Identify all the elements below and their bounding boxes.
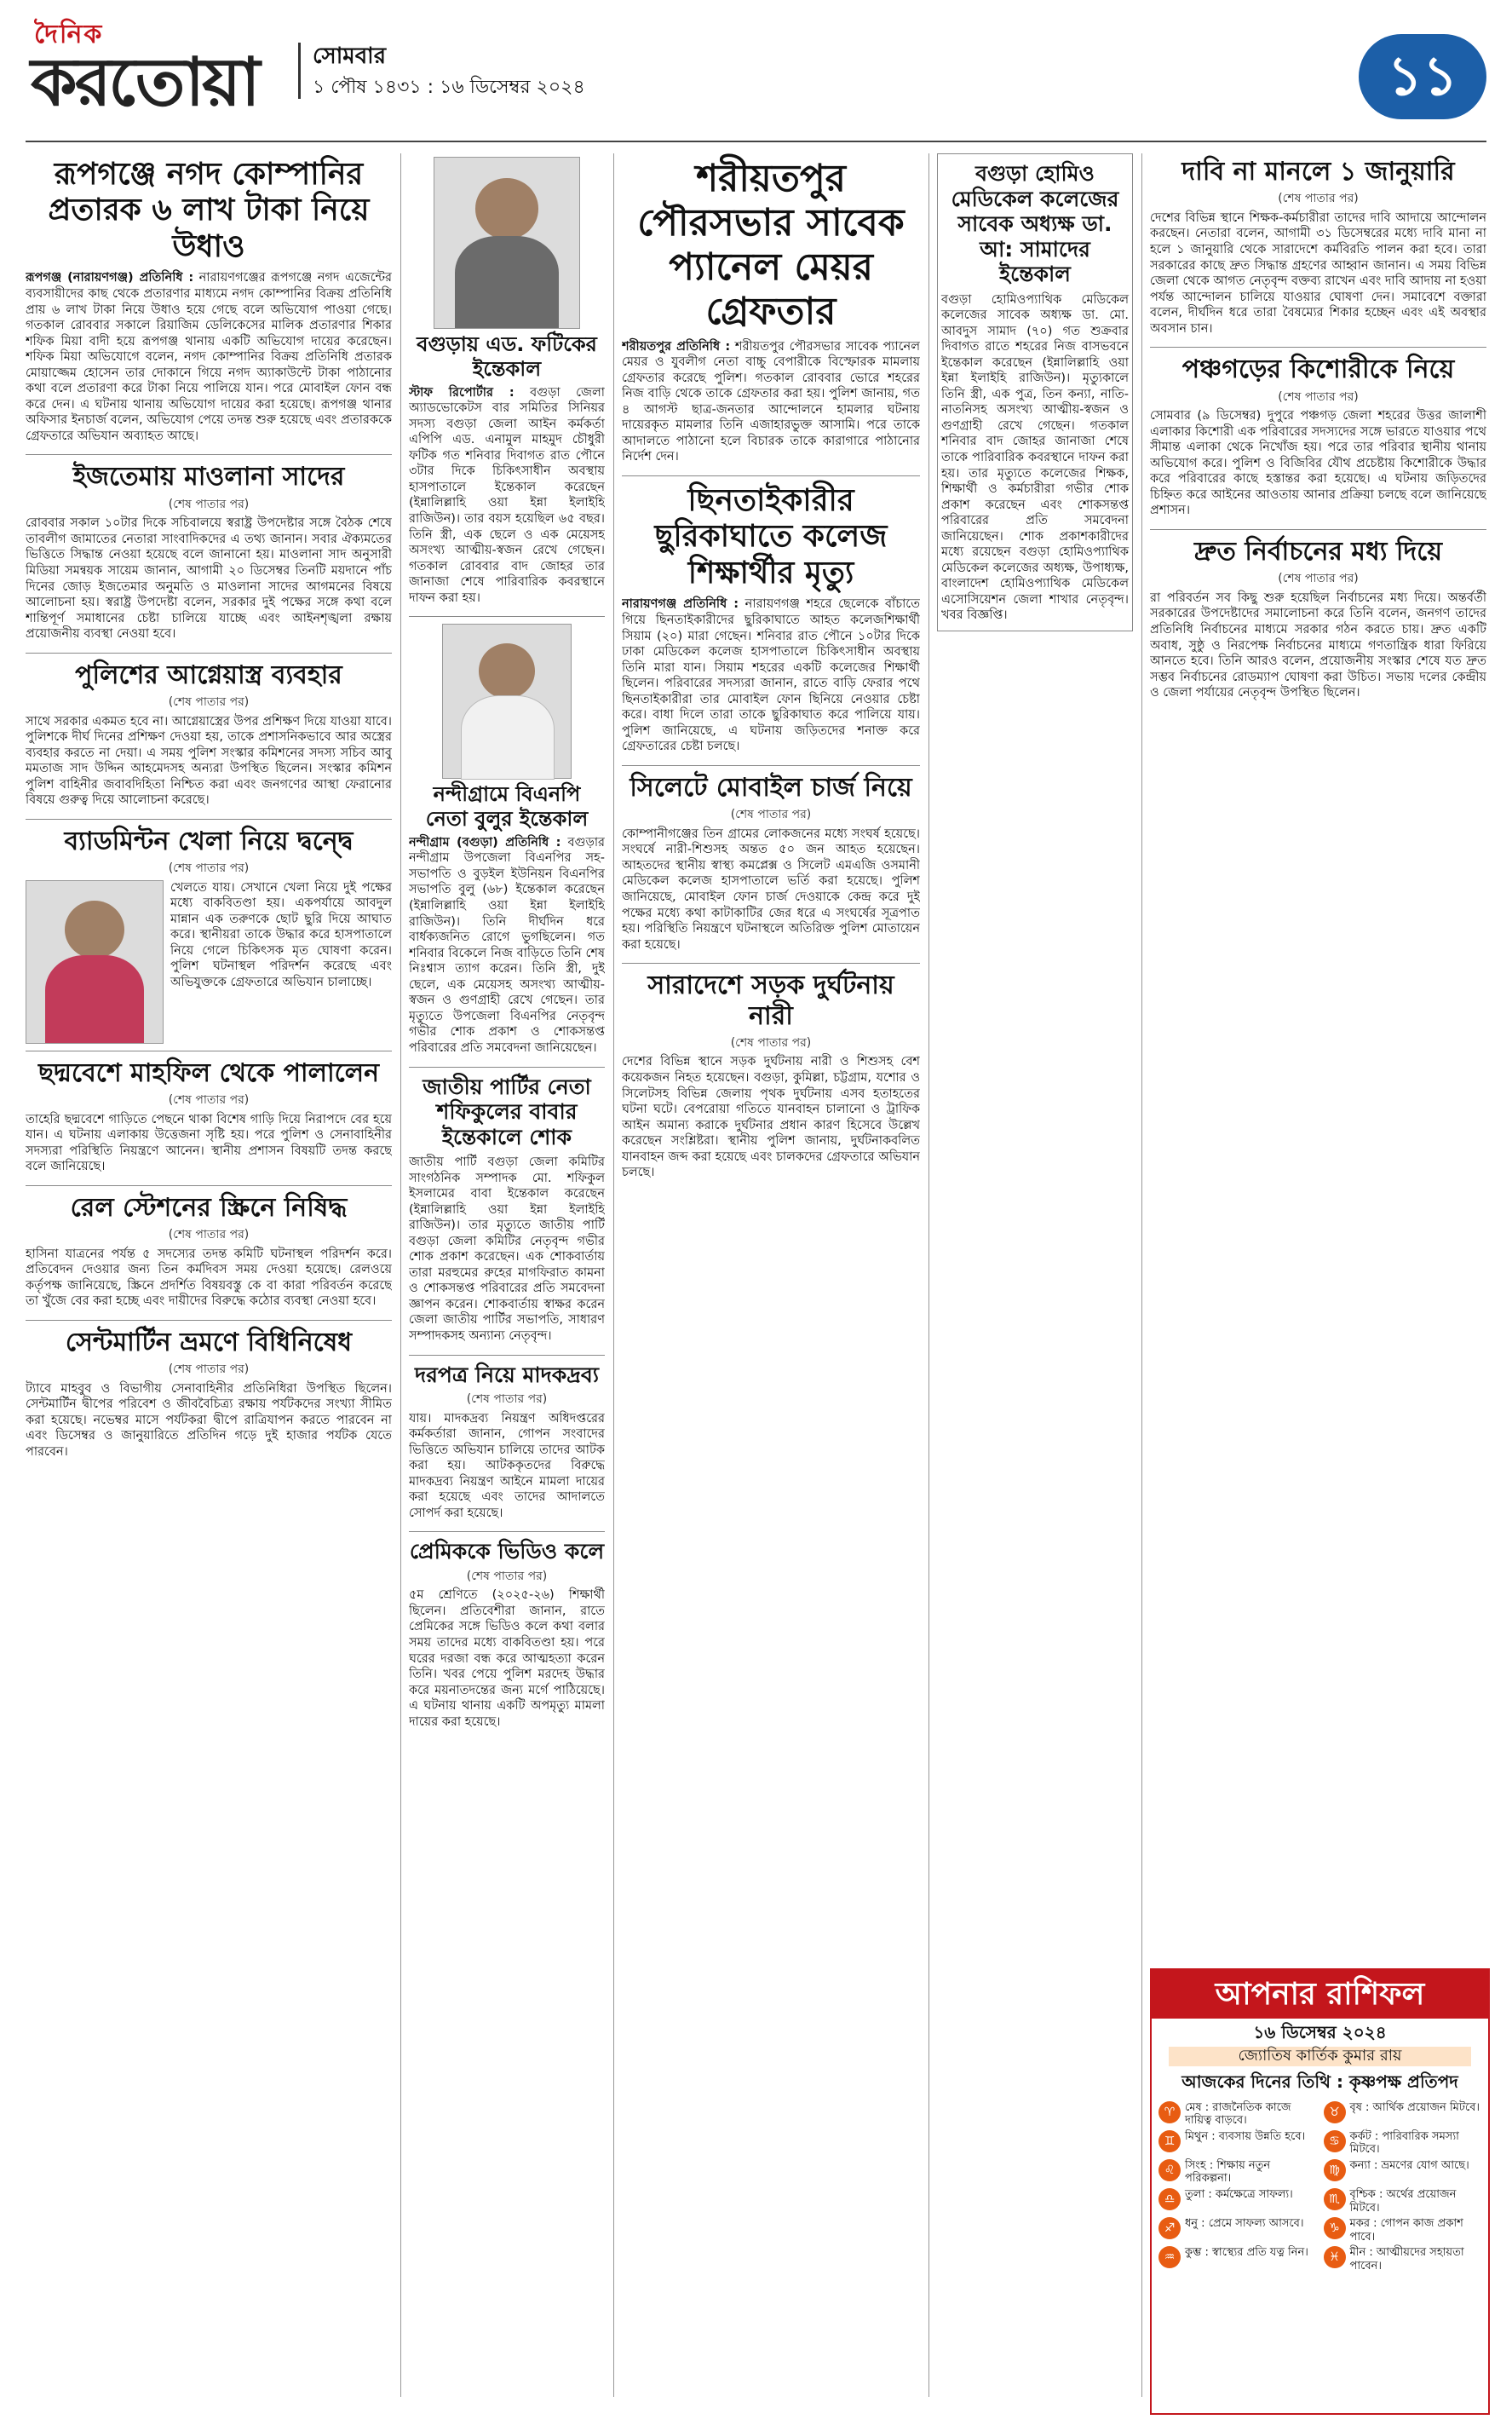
- headline: পঞ্চগড়ের কিশোরীকে নিয়ে: [1181, 354, 1455, 385]
- article-body: ৫ম শ্রেণিতে (২০২৫-২৬) শিক্ষার্থী ছিলেন। প্রতিবেশীরা জানান, রাতে প্রেমিকের সঙ্গে ভিডিও কলে কথা বলার সময় তাদের মধ্যে বাকবিতণ্ডা হয়। পরে ঘরের দরজা বন্ধ করে আত্মহত্যা করেন তিনি। খবর পেয়ে পুলিশ মরদেহ উদ্ধার করে ময়নাতদন্তের জন্য মর্গে পাঠিয়েছে। এ ঘটনায় থানায় একটি অপমৃত্যু মামলা দায়ের করা হয়েছে।: [409, 1588, 605, 1729]
- continued-label: (শেষ পাতার পর): [168, 695, 250, 710]
- horoscope-box: [1150, 1968, 1490, 2415]
- article-body: শরীয়তপুর পৌরসভার সাবেক প্যানেল মেয়র ও যুবলীগ নেতা বাচ্চু বেপারীকে বিস্ফোরক মামলায় গ্রেফতার করেছে পুলিশ। গতকাল রোববার ভোরে শহরের নিজ বাড়ি থেকে তাকে গ্রেফতার করা হয়। পুলিশ জানায়, গত ৪ আগস্ট ছাত্র-জনতার আন্দোলনে হামলার ঘটনায় দায়েরকৃত মামলার তিনি এজাহারভুক্ত আসামি। পরে তাকে আদালতে পাঠানো হলে বিচারক তাকে কারাগারে পাঠানোর নির্দেশ দেন।: [622, 339, 920, 464]
- article-premik: [409, 1539, 605, 1730]
- zodiac-icon: ♉: [1324, 2101, 1346, 2123]
- zodiac-icon: ♈: [1158, 2101, 1181, 2123]
- article-body: বগুড়া জেলা অ্যাডভোকেটস বার সমিতির সিনিয়র সদস্য বগুড়া জেলা আইন কর্মকর্তা এপিপি এড. এনামুল মাহমুদ চৌধুরী ফটিক গত শনিবার দিবাগত রাত পৌনে ৩টার দিকে চিকিৎসাধীন অবস্থায় হাসপাতালে ইন্তেকাল করেছেন (ইন্নালিল্লাহি ওয়া ইন্না ইলাইহি রাজিউন)। তার বয়স হয়েছিল ৬৫ বছর। তিনি স্ত্রী, এক ছেলে ও এক মেয়েসহ অসংখ্য আত্মীয়-স্বজন রেখে গেছেন। গতকাল রোববার বাদ জোহর তার জানাজা শেষে পারিবারিক কবরস্থানে দাফন করা হয়।: [409, 385, 605, 605]
- zodiac-text: কুম্ভ : স্বাস্থ্যের প্রতি যত্ন নিন।: [1185, 2246, 1308, 2260]
- article-body: বগুড়া হোমিওপ্যাথিক মেডিকেল কলেজের সাবেক অধ্যক্ষ ডা. মো. আবদুস সামাদ (৭০) গত শুক্রবার দিবাগত রাতে শহরের নিজ বাসভবনে ইন্তেকাল করেছেন (ইন্নালিল্লাহি ওয়া ইন্না ইলাইহি রাজিউন)। মৃত্যুকালে তিনি স্ত্রী, এক পুত্র, তিন কন্যা, নাতি-নাতনিসহ অসংখ্য আত্মীয়-স্বজন ও গুণগ্রাহী রেখে গেছেন। গতকাল শনিবার বাদ জোহর জানাজা শেষে তাকে পারিবারিক কবরস্থানে দাফন করা হয়। তার মৃত্যুতে কলেজের শিক্ষক, শিক্ষার্থী ও কর্মচারীরা গভীর শোক প্রকাশ করেছেন এবং শোকসন্তপ্ত পরিবারের প্রতি সমবেদনা জানিয়েছেন। শোক প্রকাশকারীদের মধ্যে রয়েছেন বগুড়া হোমিওপ্যাথিক মেডিকেল কলেজের অধ্যক্ষ, উপাধ্যক্ষ, বাংলাদেশ হোমিওপ্যাথিক মেডিকেল এসোসিয়েশন জেলা শাখার নেতৃবৃন্দ। খবর বিজ্ঞপ্তি।: [941, 292, 1129, 623]
- obituary-caption: নন্দীগ্রামে বিএনপি নেতা বুলুর ইন্তেকাল: [425, 782, 589, 832]
- zodiac-text: কন্যা : ভ্রমণের যোগ আছে।: [1349, 2158, 1469, 2172]
- headline: দ্রুত নির্বাচনের মধ্য দিয়ে: [1194, 536, 1442, 567]
- zodiac-icon: ♌: [1158, 2159, 1181, 2181]
- headline: সিলেটে মোবাইল চার্জ নিয়ে: [630, 772, 912, 803]
- article-nirbachon: [1150, 537, 1486, 701]
- zodiac-sign-item: [1324, 2130, 1482, 2157]
- continued-label: (শেষ পাতার পর): [1278, 389, 1359, 404]
- article-kishori: [1150, 354, 1486, 530]
- zodiac-sign-item: [1158, 2217, 1317, 2244]
- headline: বগুড়া হোমিও মেডিকেল কলেজের সাবেক অধ্যক্ষ ডা. আ: সামাদের ইন্তেকাল: [951, 161, 1119, 286]
- headline: দাবি না মানলে ১ জানুয়ারি: [1181, 157, 1455, 187]
- continued-label: (শেষ পাতার পর): [730, 1035, 812, 1050]
- zodiac-text: বৃশ্চিক : অর্থের প্রয়োজন মিটবে।: [1349, 2188, 1457, 2215]
- byline: শরীয়তপুর প্রতিনিধি :: [622, 339, 731, 354]
- article-body: ট্যাবে মাহবুব ও বিভাগীয় সেনাবাহিনীর প্রতিনিধিরা উপস্থিত ছিলেন। সেন্টমার্টিন দ্বীপের পরিবেশ ও জীববৈচিত্র্য রক্ষায় পর্যটকদের সংখ্যা সীমিত করা হয়েছে। নভেম্বর মাসে পর্যটকরা দ্বীপে রাত্রিযাপন করতে পারবেন না এবং ডিসেম্বর ও জানুয়ারিতে প্রতিদিন গড়ে দুই হাজার পর্যটক যেতে পারবেন।: [26, 1381, 392, 1459]
- article-dorpotro: [409, 1362, 605, 1533]
- continued-label: (শেষ পাতার পর): [1278, 572, 1359, 586]
- headline: রূপগঞ্জে নগদ কোম্পানির প্রতারক ৬ লাখ টাকা নিয়ে উধাও: [48, 157, 370, 264]
- column-divider: [1141, 153, 1142, 2397]
- article-body: রা পরিবর্তন সব কিছু শুরু হয়েছিল নির্বাচনের মধ্য দিয়ে। অন্তর্বর্তী সরকারের উপদেষ্টাদের সমালোচনা করে তিনি বলেন, জনগণ তাদের প্রতিনিধি নির্বাচনের মাধ্যমে সরকার গঠন করতে চায়। দ্রুত একটি অবাধ, সুষ্ঠু ও নিরপেক্ষ নির্বাচনের মাধ্যমে গণতান্ত্রিক ধারা ফিরিয়ে আনতে হবে। তিনি আরও বলেন, প্রয়োজনীয় সংস্কার শেষে যত দ্রুত সম্ভব নির্বাচনের রোডম্যাপ ঘোষণা করা উচিত। সভায় দলের কেন্দ্রীয় ও জেলা পর্যায়ের নেতৃবৃন্দ উপস্থিত ছিলেন।: [1150, 590, 1486, 700]
- article-body: তাহেরি ছদ্মবেশে গাড়িতে পেছনে থাকা বিশেষ গাড়ি দিয়ে নিরাপদে বের হয়ে যান। এ ঘটনায় এলাকায় উত্তেজনা সৃষ্টি হয়। পরে পুলিশ ও সেনাবাহিনীর সদস্যরা পরিস্থিতি নিয়ন্ত্রণে আনেন। স্থানীয় প্রশাসন বিষয়টি তদন্ত করছে বলে জানিয়েছে।: [26, 1112, 392, 1174]
- masthead-divider: [26, 141, 1486, 142]
- article-body: কোম্পানীগঞ্জের তিন গ্রামের লোকজনের মধ্যে সংঘর্ষ হয়েছে। সংঘর্ষে নারী-শিশুসহ অন্তত ৫০ জন আহত হয়েছেন। আহতদের স্থানীয় স্বাস্থ্য কমপ্লেক্স ও সিলেট এমএজি ওসমানী মেডিকেল কলেজ হাসপাতালে ভর্তি করা হয়েছে। পুলিশ জানিয়েছে, মোবাইল ফোন চার্জ দেওয়াকে কেন্দ্র করে দুই পক্ষের মধ্যে কথা কাটাকাটির জের ধরে এ সংঘর্ষের সূত্রপাত হয়। পরিস্থিতি নিয়ন্ত্রণে ঘটনাস্থলে অতিরিক্ত পুলিশ মোতায়েন করা হয়েছে।: [622, 827, 920, 952]
- zodiac-sign-item: [1158, 2246, 1317, 2273]
- article-body: নারায়ণগঞ্জ শহরে ছেলেকে বাঁচাতে গিয়ে ছিনতাইকারীদের ছুরিকাঘাতে আহত কলেজশিক্ষার্থী সিয়াম (২০) মারা গেছেন। শনিবার রাত পৌনে ১০টার দিকে ঢাকা মেডিকেল কলেজ হাসপাতালে চিকিৎসাধীন অবস্থায় তিনি মারা যান। সিয়াম শহরের একটি কলেজের শিক্ষার্থী ছিলেন। পরিবারের সদস্যরা জানান, রাতে বাড়ি ফেরার পথে ছিনতাইকারীরা তার মোবাইল ফোন ছিনিয়ে নেওয়ার চেষ্টা করে। বাধা দিলে তারা তাকে ছুরিকাঘাত করে পালিয়ে যায়। পুলিশ জানিয়েছে, এ ঘটনায় জড়িতদের শনাক্ত করে গ্রেফতারের চেষ্টা চলছে।: [622, 597, 920, 754]
- logo-small-text: দৈনিক: [34, 20, 104, 49]
- continued-label: (শেষ পাতার পর): [168, 1362, 250, 1377]
- byline: নারায়ণগঞ্জ প্রতিনিধি :: [622, 597, 739, 612]
- page-number-badge: ১১: [1359, 34, 1486, 119]
- zodiac-icon: ♋: [1324, 2130, 1346, 2152]
- zodiac-text: ধনু : প্রেমে সাফল্য আসবে।: [1185, 2217, 1304, 2231]
- headline: জাতীয় পার্টির নেতা শফিকুলের বাবার ইন্তেকালে শোক: [423, 1074, 591, 1149]
- article-obit-fotik: [409, 157, 605, 617]
- article-body: নারায়ণগঞ্জের রূপগঞ্জে নগদ এজেন্টের ব্যবসায়ীদের কাছ থেকে প্রতারণার মাধ্যমে নগদ কোম্পানির বিক্রয় প্রতিনিধি প্রায় ৬ লাখ টাকা নিয়ে উধাও হয়ে গেছে বলে অভিযোগ পাওয়া গেছে। গতকাল রোববার সকালে রিয়াজিম ডেলিকেসের মালিক প্রতারণার শিকার শফিক মিয়া বাদী হয়ে রূপগঞ্জ থানায় একটি অভিযোগ দায়ের করেছেন। শফিক মিয়া অভিযোগে বলেন, নগদ কোম্পানির বিক্রয় প্রতিনিধি প্রতারক মোয়াজ্জেম হোসেন তার দোকানে গিয়ে নগদ অ্যাকাউন্টে টাকা পাঠানোর কথা বলে প্রতারণা করে টাকা নিয়ে পালিয়ে যান। পরে মোবাইল ফোন বন্ধ করে দেন। এ ঘটনায় থানায় অভিযোগ দায়ের করা হয়েছে। রূপগঞ্জ থানার অফিসার ইনচার্জ বলেন, অভিযোগ পেয়ে তদন্ত শুরু হয়েছে এবং প্রতারককে গ্রেফতারে অভিযান অব্যাহত আছে।: [26, 271, 392, 443]
- continued-label: (শেষ পাতার পর): [168, 497, 250, 511]
- zodiac-sign-item: [1324, 2188, 1482, 2215]
- zodiac-text: কর্কট : পারিবারিক সমস্যা মিটবে।: [1349, 2129, 1459, 2157]
- continued-label: (শেষ পাতার পর): [466, 1392, 548, 1407]
- zodiac-icon: ♒: [1158, 2246, 1181, 2268]
- article-homeo: [937, 153, 1133, 631]
- zodiac-icon: ♍: [1324, 2159, 1346, 2181]
- article-body: সাথে সরকার একমত হবে না। আগ্নেয়াস্ত্রের উপর প্রশিক্ষণ দিয়ে যাওয়া যাবে। পুলিশকে দীর্ঘ দিনের প্রশিক্ষণ দেওয়া হয়, তাকে প্রশাসনিকভাবে আর অস্ত্রের ব্যবহার করতে না দেয়া। এ সময় পুলিশ সংস্কার কমিশনের সদস্য সচিব আবু মমতাজ সাদ উদ্দিন আহমেদসহ অন্যরা উপস্থিত ছিলেন। সংস্কার কমিশন পুলিশ বাহিনীর জবাবদিহিতা নিশ্চিত করা এবং জনগণের আস্থা ফেরানোর বিষয়ে গুরুত্ব দিয়ে আলোচনা করেছে।: [26, 714, 392, 808]
- zodiac-icon: ♏: [1324, 2188, 1346, 2210]
- column-2: [409, 153, 605, 2394]
- column-5: [1150, 153, 1486, 1960]
- zodiac-sign-item: [1324, 2246, 1482, 2273]
- zodiac-sign-list: [1152, 2098, 1488, 2277]
- headline: ছদ্মবেশে মাহফিল থেকে পালালেন: [37, 1057, 380, 1088]
- zodiac-text: তুলা : কর্মক্ষেত্রে সাফল্য।: [1185, 2188, 1293, 2202]
- column-divider: [400, 153, 401, 2397]
- byline: নন্দীগ্রাম (বগুড়া) প্রতিনিধি :: [409, 835, 561, 850]
- headline: রেল স্টেশনের স্ক্রিনে নিষিদ্ধ: [70, 1192, 348, 1223]
- byline: স্টাফ রিপোর্টার :: [409, 385, 515, 400]
- zodiac-sign-item: [1324, 2101, 1482, 2128]
- horoscope-tithi: আজকের দিনের তিথি : কৃষ্ণপক্ষ প্রতিপদ: [1181, 2071, 1458, 2092]
- zodiac-text: মিথুন : ব্যবসায় উন্নতি হবে।: [1185, 2129, 1306, 2143]
- article-body: বগুড়ার নন্দীগ্রাম উপজেলা বিএনপির সহ-সভাপতি ও বুড়ইল ইউনিয়ন বিএনপির সভাপতি বুলু (৬৮) ইন্তেকাল করেছেন (ইন্নালিল্লাহি ওয়া ইন্না ইলাইহি রাজিউন)। তিনি দীর্ঘদিন ধরে বার্ধক্যজনিত রোগে ভুগছিলেন। গত শনিবার বিকেলে নিজ বাড়িতে তিনি শেষ নিঃশ্বাস ত্যাগ করেন। তিনি স্ত্রী, দুই ছেলে, এক মেয়েসহ অসংখ্য আত্মীয়-স্বজন ও গুণগ্রাহী রেখে গেছেন। তার মৃত্যুতে উপজেলা বিএনপির নেতৃবৃন্দ গভীর শোক প্রকাশ ও শোকসন্তপ্ত পরিবারের প্রতি সমবেদনা জানিয়েছেন।: [409, 835, 605, 1055]
- zodiac-sign-item: [1324, 2159, 1482, 2186]
- column-3: [622, 153, 920, 2394]
- dateline: [298, 43, 585, 99]
- article-body: দেশের বিভিন্ন স্থানে শিক্ষক-কর্মচারীরা তাদের দাবি আদায়ে আন্দোলন করছেন। নেতারা বলেন, আগামী ৩১ ডিসেম্বরের মধ্যে দাবি মানা না হলে ১ জানুয়ারি থেকে সারাদেশে কর্মবিরতি পালন করা হবে। তারা সরকারের কাছে দ্রুত সিদ্ধান্ত গ্রহণের আহ্বান জানান। এ সময় বিভিন্ন জেলা থেকে আগত নেতৃবৃন্দ বক্তব্য রাখেন এবং দাবি আদায় না হওয়া পর্যন্ত আন্দোলন চালিয়ে যাওয়ার ঘোষণা দেন। সমাবেশে বক্তারা বলেন, দীর্ঘদিন ধরে তারা বৈষম্যের শিকার হচ্ছেন এবং এই অবস্থার অবসান চান।: [1150, 210, 1486, 336]
- article-body: যায়। মাদকদ্রব্য নিয়ন্ত্রণ অধিদপ্তরের কর্মকর্তারা জানান, গোপন সংবাদের ভিত্তিতে অভিযান চালিয়ে তাদের আটক করা হয়। আটককৃতদের বিরুদ্ধে মাদকদ্রব্য নিয়ন্ত্রণ আইনে মামলা দায়ের করা হয়েছে এবং তাদের আদালতে সোপর্দ করা হয়েছে।: [409, 1411, 605, 1520]
- article-body: খেলতে যায়। সেখানে খেলা নিয়ে দুই পক্ষের মধ্যে বাকবিতণ্ডা হয়। একপর্যায়ে আবদুল মান্নান এক তরুণকে ছোট ছুরি দিয়ে আঘাত করে। স্থানীয়রা তাকে উদ্ধার করে হাসপাতালে নিয়ে গেলে চিকিৎসক মৃত ঘোষণা করেন। পুলিশ ঘটনাস্থল পরিদর্শন করেছে এবং অভিযুক্তকে গ্রেফতারে অভিযান চালাচ্ছে।: [170, 880, 392, 990]
- zodiac-sign-item: [1158, 2188, 1317, 2215]
- zodiac-sign-item: [1158, 2159, 1317, 2186]
- logo-name: করতোয়া: [31, 43, 258, 121]
- zodiac-text: মেষ : রাজনৈতিক কাজে দায়িত্ব বাড়বে।: [1185, 2100, 1291, 2128]
- zodiac-icon: ♊: [1158, 2130, 1181, 2152]
- continued-label: (শেষ পাতার পর): [466, 1569, 548, 1583]
- zodiac-text: মকর : গোপন কাজ প্রকাশ পাবে।: [1349, 2217, 1463, 2244]
- article-mahfil: [26, 1058, 392, 1186]
- continued-label: (শেষ পাতার পর): [168, 861, 250, 876]
- headline: ইজতেমায় মাওলানা সাদের: [72, 462, 345, 493]
- byline: রূপগঞ্জ (নারায়ণগঞ্জ) প্রতিনিধি :: [26, 271, 194, 285]
- article-rupganj: [26, 157, 392, 455]
- horoscope-date: ১৬ ডিসেম্বর ২০২৪: [1253, 2022, 1387, 2042]
- headline: দরপত্র নিয়ে মাদকদ্রব্য: [414, 1362, 599, 1387]
- article-jatiya-party: [409, 1074, 605, 1356]
- zodiac-icon: ♑: [1324, 2217, 1346, 2239]
- zodiac-sign-item: [1158, 2130, 1317, 2157]
- article-body: দেশের বিভিন্ন স্থানে সড়ক দুর্ঘটনায় নারী ও শিশুসহ বেশ কয়েকজন নিহত হয়েছেন। বগুড়া, কুমিল্লা, চট্টগ্রাম, যশোর ও সিলেটসহ বিভিন্ন জেলায় পৃথক দুর্ঘটনায় এসব হতাহতের ঘটনা ঘটে। বেপরোয়া গতিতে যানবাহন চালানো ও ট্রাফিক আইন অমান্য করাকে দুর্ঘটনার প্রধান কারণ হিসেবে উল্লেখ করেছেন সংশ্লিষ্টরা। স্থানীয় পুলিশ জানায়, দুর্ঘটনাকবলিত যানবাহন জব্দ করা হয়েছে এবং চালকদের গ্রেফতারে অভিযান চলছে।: [622, 1055, 920, 1180]
- headline: পুলিশের আগ্নেয়াস্ত্র ব্যবহার: [75, 660, 342, 690]
- article-sylhet: [622, 773, 920, 964]
- article-shariatpur: [622, 157, 920, 476]
- article-police: [26, 660, 392, 820]
- article-stmartin: [26, 1328, 392, 1460]
- column-1: [26, 153, 392, 2394]
- continued-label: (শেষ পাতার পর): [1278, 192, 1359, 206]
- column-divider: [928, 153, 929, 2397]
- horoscope-header: আপনার রাশিফল: [1152, 1970, 1488, 2019]
- newspaper-logo: [31, 19, 286, 121]
- column-4: [937, 153, 1133, 2394]
- horoscope-author: জ্যোতিষ কার্তিক কুমার রায়: [1169, 2047, 1471, 2066]
- continued-label: (শেষ পাতার পর): [168, 1093, 250, 1108]
- zodiac-icon: ♐: [1158, 2217, 1181, 2239]
- date-label: ১ পৌষ ১৪৩১ : ১৬ ডিসেম্বর ২০২৪: [313, 76, 585, 98]
- article-sorok: [622, 971, 920, 1181]
- headline: প্রেমিককে ভিডিও কলে: [409, 1539, 605, 1564]
- obituary-caption: বগুড়ায় এড. ফটিকের ইন্তেকাল: [417, 332, 597, 381]
- zodiac-icon: ♎: [1158, 2188, 1181, 2210]
- article-dabi: [1150, 157, 1486, 348]
- article-ijtema: [26, 462, 392, 653]
- article-body: জাতীয় পার্টি বগুড়া জেলা কমিটির সাংগঠনিক সম্পাদক মো. শফিকুল ইসলামের বাবা ইন্তেকাল করেছেন (ইন্নালিল্লাহি ওয়া ইন্না ইলাইহি রাজিউন)। তার মৃত্যুতে জাতীয় পার্টি বগুড়া জেলা কমিটির নেতৃবৃন্দ গভীর শোক প্রকাশ করেছেন। এক শোকবার্তায় তারা মরহুমের রুহের মাগফিরাত কামনা ও শোকসন্তপ্ত পরিবারের প্রতি সমবেদনা জ্ঞাপন করেন। শোকবার্তায় স্বাক্ষর করেন জেলা জাতীয় পার্টির সভাপতি, সাধারণ সম্পাদকসহ অন্যান্য নেতৃবৃন্দ।: [409, 1155, 605, 1344]
- article-body: হাসিনা যাত্রনের পর্যন্ত ৫ সদস্যের তদন্ত কমিটি ঘটনাস্থল পরিদর্শন করে। প্রতিবেদন দেওয়ার জন্য তিন কর্মদিবস সময় দেওয়া হয়েছে। রেলওয়ে কর্তৃপক্ষ জানিয়েছে, স্ক্রিনে প্রদর্শিত বিষয়বস্তু কে বা কারা পরিবর্তন করেছে তা খুঁজে বের করা হচ্ছে এবং দায়ীদের বিরুদ্ধে কঠোর ব্যবস্থা নেওয়া হবে।: [26, 1247, 392, 1309]
- zodiac-icon: ♓: [1324, 2246, 1346, 2268]
- article-body: সোমবার (৯ ডিসেম্বর) দুপুরে পঞ্চগড় জেলা শহরের উত্তর জালাশী এলাকার কিশোরী এক পরিবারের সদস্যদের সঙ্গে ভারতে যাওয়ার পথে সীমান্ত এলাকা থেকে নিখোঁজ হয়। পরে তার পরিবার স্থানীয় থানায় অভিযোগ করে। পুলিশ ও বিজিবির যৌথ প্রচেষ্টায় কিশোরীকে উদ্ধার করে পরিবারের কাছে হস্তান্তর করা হয়েছে। এ ঘটনায় জড়িতদের চিহ্নিত করে আইনের আওতায় আনার প্রক্রিয়া চলছে বলে জানিয়েছে প্রশাসন।: [1150, 409, 1486, 518]
- zodiac-text: মীন : আত্মীয়দের সহায়তা পাবেন।: [1349, 2246, 1464, 2273]
- headline: ছিনতাইকারীর ছুরিকাঘাতে কলেজ শিক্ষার্থীর মৃত্যু: [654, 483, 888, 590]
- column-divider: [613, 153, 614, 2397]
- article-badminton: [26, 827, 392, 1051]
- headline: সারাদেশে সড়ক দুর্ঘটনায় নারী: [647, 971, 894, 1031]
- article-body: রোববার সকাল ১০টার দিকে সচিবালয়ে স্বরাষ্ট্র উপদেষ্টার সঙ্গে বৈঠক শেষে তাবলীগ জামাতের নেতারা সাংবাদিকদের এ তথ্য জানান। সবার ঐক্যমতের ভিত্তিতে সিদ্ধান্ত নেওয়া হয়েছে বলে জানানো হয়। মাওলানা সাদ অনুসারী মিডিয়া সমন্বয়ক সায়েম জানান, আগামী ২০ ডিসেম্বর তিনটি ময়দানে পাঁচ দিনের জোড় ইজতেমার অনুমতি ও মাওলানা সাদের আগমনের বিষয়ে আলোচনা হয়। স্বরাষ্ট্র উপদেষ্টা বলেন, সরকার দুই পক্ষের সঙ্গে কথা বলে শান্তিপূর্ণ সমাধানের চেষ্টা চালিয়ে যাচ্ছে এবং আইনশৃঙ্খলা রক্ষায় প্রয়োজনীয় ব্যবস্থা নেওয়া হবে।: [26, 516, 392, 642]
- zodiac-sign-item: [1158, 2101, 1317, 2128]
- article-rail: [26, 1193, 392, 1321]
- zodiac-text: সিংহ : শিক্ষায় নতুন পরিকল্পনা।: [1185, 2158, 1271, 2186]
- zodiac-text: বৃষ : আর্থিক প্রয়োজন মিটবে।: [1349, 2100, 1480, 2114]
- day-label: সোমবার: [313, 43, 387, 69]
- portrait-photo: [434, 157, 580, 329]
- continued-label: (শেষ পাতার পর): [168, 1228, 250, 1242]
- article-chinotai: [622, 483, 920, 766]
- portrait-photo: [26, 880, 164, 1044]
- zodiac-sign-item: [1324, 2217, 1482, 2244]
- headline: শরীয়তপুর পৌরসভার সাবেক প্যানেল মেয়র গ্রেফতার: [637, 157, 905, 333]
- masthead: [0, 0, 1512, 145]
- headline: সেন্টমার্টিন ভ্রমণে বিধিনিষেধ: [65, 1327, 353, 1357]
- portrait-photo: [442, 624, 572, 779]
- continued-label: (শেষ পাতার পর): [730, 808, 812, 822]
- headline: ব্যাডমিন্টন খেলা নিয়ে দ্বন্দ্বে: [64, 826, 354, 856]
- article-obit-bulu: [409, 624, 605, 1067]
